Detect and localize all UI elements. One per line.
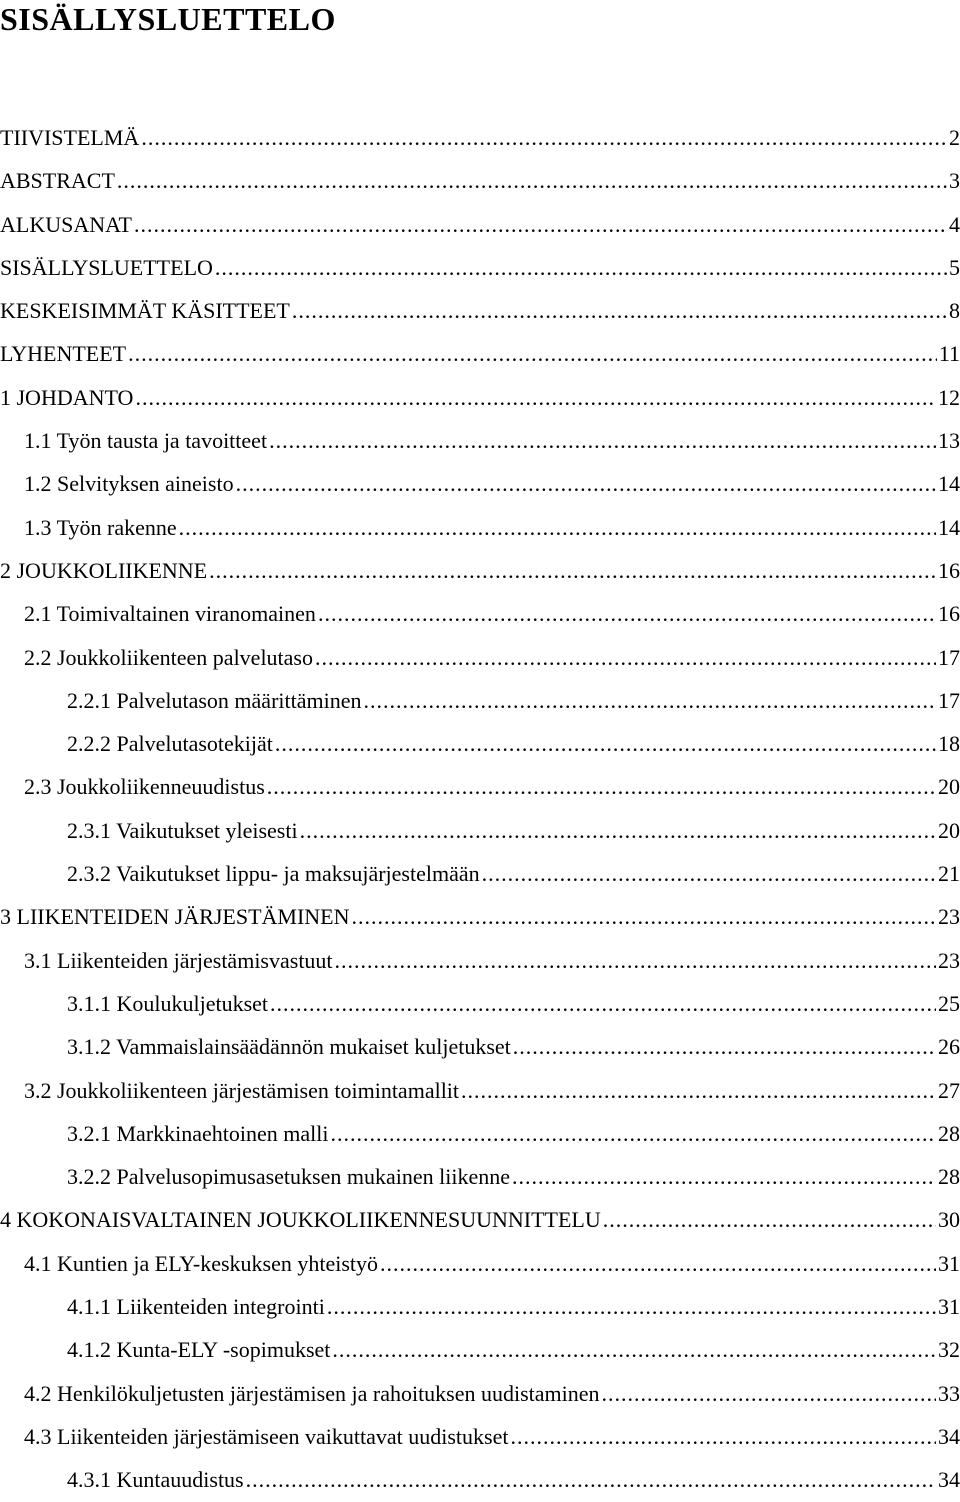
- toc-entry-title: TIIVISTELMÄ: [0, 125, 140, 150]
- toc-entry-title: 2.3.1 Vaikutukset yleisesti: [67, 817, 298, 843]
- toc-entry-page-number: 12: [938, 384, 960, 410]
- toc-entry-title: 2.1 Toimivaltainen viranomainen: [24, 601, 316, 627]
- toc-entry-page-number: 21: [938, 861, 960, 887]
- toc-entry[interactable]: [0, 1069, 960, 1112]
- toc-entry-page-number: 26: [938, 1034, 960, 1060]
- dot-leader: [134, 203, 947, 246]
- toc-entry-title: ALKUSANAT: [0, 211, 132, 237]
- toc-entry[interactable]: [0, 203, 960, 246]
- toc-entry-title: LYHENTEET: [0, 341, 127, 367]
- toc-entry[interactable]: [0, 1155, 960, 1198]
- toc-entry-page-number: 27: [938, 1077, 960, 1103]
- toc-entry-page-number: 28: [938, 1120, 960, 1146]
- toc-entry-page-number: 16: [938, 557, 960, 583]
- toc-entry[interactable]: [0, 506, 960, 549]
- toc-entry-title: SISÄLLYSLUETTELO: [0, 254, 213, 280]
- dot-leader: [135, 376, 936, 419]
- dot-leader: [380, 1242, 936, 1285]
- toc-entry[interactable]: [0, 1415, 960, 1458]
- toc-entry-page-number: 25: [938, 990, 960, 1016]
- toc-entry[interactable]: [0, 1242, 960, 1285]
- toc-entry-page-number: 31: [938, 1250, 960, 1276]
- toc-entry-title: 2.2 Joukkoliikenteen palvelutaso: [24, 644, 313, 670]
- toc-entry-title: 3.1.1 Koulukuljetukset: [67, 990, 269, 1016]
- toc-entry[interactable]: [0, 636, 960, 679]
- dot-leader: [352, 895, 936, 938]
- toc-entry-title: 1 JOHDANTO: [0, 384, 134, 410]
- toc-entry[interactable]: [0, 1372, 960, 1415]
- toc-entry-title: 3.1.2 Vammaislainsäädännön mukaiset kuljetukset: [67, 1034, 511, 1060]
- dot-leader: [292, 289, 947, 332]
- toc-entry-title: 4.1 Kuntien ja ELY-keskuksen yhteistyö: [24, 1250, 379, 1276]
- toc-entry-page-number: 16: [938, 601, 960, 627]
- toc-entry[interactable]: [0, 679, 960, 722]
- toc-entry-title: 4.1.1 Liikenteiden integrointi: [67, 1294, 325, 1320]
- toc-entry-page-number: 14: [938, 471, 960, 497]
- toc-entry-page-number: 8: [949, 298, 960, 324]
- toc-entry-page-number: 32: [938, 1337, 960, 1363]
- toc-entry[interactable]: [0, 939, 960, 982]
- toc-entry-page-number: 23: [938, 947, 960, 973]
- toc-entry-title: 3.2.1 Markkinaehtoinen malli: [67, 1120, 329, 1146]
- toc-entry-page-number: 18: [938, 731, 960, 757]
- toc-entry[interactable]: [0, 549, 960, 592]
- toc-entry[interactable]: [0, 895, 960, 938]
- toc-entry[interactable]: [0, 419, 960, 462]
- dot-leader: [270, 982, 936, 1025]
- toc-entry-page-number: 34: [938, 1423, 960, 1449]
- toc-entry[interactable]: [0, 116, 960, 159]
- table-of-contents: [0, 116, 960, 1502]
- toc-entry-page-number: 34: [938, 1467, 960, 1493]
- toc-entry-page-number: 4: [949, 211, 960, 237]
- toc-entry[interactable]: [0, 982, 960, 1025]
- toc-entry-title: 4.3.1 Kuntauudistus: [67, 1467, 244, 1493]
- toc-entry[interactable]: [0, 462, 960, 505]
- toc-entry-title: 3.1 Liikenteiden järjestämisvastuut: [24, 947, 333, 973]
- dot-leader: [513, 1025, 936, 1068]
- dot-leader: [512, 1155, 936, 1198]
- dot-leader: [236, 462, 936, 505]
- toc-entry-page-number: 2: [949, 125, 960, 150]
- toc-entry-page-number: 23: [938, 904, 960, 930]
- toc-entry[interactable]: [0, 1328, 960, 1371]
- toc-entry-page-number: 13: [938, 428, 960, 454]
- page-title: SISÄLLYSLUETTELO: [0, 1, 336, 37]
- toc-entry[interactable]: [0, 765, 960, 808]
- toc-entry-page-number: 11: [938, 341, 960, 367]
- dot-leader: [315, 636, 936, 679]
- toc-entry[interactable]: [0, 289, 960, 332]
- dot-leader: [335, 939, 936, 982]
- toc-entry-page-number: 20: [938, 817, 960, 843]
- dot-leader: [246, 1458, 936, 1501]
- toc-entry-title: 1.1 Työn tausta ja tavoitteet: [24, 428, 268, 454]
- toc-entry-title: 4.2 Henkilökuljetusten järjestämisen ja rahoituksen uudistaminen: [24, 1380, 600, 1406]
- toc-entry-title: 1.2 Selvityksen aineisto: [24, 471, 234, 497]
- toc-entry-title: 2.3.2 Vaikutukset lippu- ja maksujärjestelmään: [67, 861, 480, 887]
- toc-entry-title: 4 KOKONAISVALTAINEN JOUKKOLIIKENNESUUNNITTELU: [0, 1207, 601, 1233]
- toc-entry[interactable]: [0, 809, 960, 852]
- toc-entry-page-number: 17: [938, 687, 960, 713]
- toc-entry-page-number: 28: [938, 1164, 960, 1190]
- toc-entry-title: 3.2.2 Palvelusopimusasetuksen mukainen liikenne: [67, 1164, 510, 1190]
- dot-leader: [300, 809, 936, 852]
- toc-entry[interactable]: [0, 1025, 960, 1068]
- toc-entry-page-number: 5: [949, 254, 960, 280]
- dot-leader: [117, 159, 947, 202]
- toc-entry-title: 4.1.2 Kunta-ELY -sopimukset: [67, 1337, 331, 1363]
- toc-entry-page-number: 33: [938, 1380, 960, 1406]
- toc-entry[interactable]: [0, 246, 960, 289]
- toc-entry-title: 2.2.2 Palvelutasotekijät: [67, 731, 273, 757]
- toc-entry[interactable]: [0, 722, 960, 765]
- dot-leader: [128, 332, 937, 375]
- dot-leader: [179, 506, 936, 549]
- dot-leader: [364, 679, 937, 722]
- toc-entry[interactable]: [0, 376, 960, 419]
- toc-entry-title: 3 LIIKENTEIDEN JÄRJESTÄMINEN: [0, 904, 350, 930]
- toc-entry-title: 2.2.1 Palvelutason määrittäminen: [67, 687, 362, 713]
- dot-leader: [482, 852, 936, 895]
- toc-entry-page-number: 14: [938, 514, 960, 540]
- toc-entry-page-number: 31: [938, 1294, 960, 1320]
- toc-entry[interactable]: [0, 1198, 960, 1241]
- toc-entry-title: 3.2 Joukkoliikenteen järjestämisen toimintamallit: [24, 1077, 460, 1103]
- toc-entry[interactable]: [0, 1112, 960, 1155]
- dot-leader: [332, 1328, 936, 1371]
- toc-entry[interactable]: [0, 332, 960, 375]
- toc-entry-title: 1.3 Työn rakenne: [24, 514, 177, 540]
- toc-entry[interactable]: [0, 1458, 960, 1501]
- dot-leader: [602, 1372, 936, 1415]
- toc-entry-page-number: 20: [938, 774, 960, 800]
- dot-leader: [331, 1112, 937, 1155]
- toc-entry-title: 2 JOUKKOLIIKENNE: [0, 557, 208, 583]
- dot-leader: [215, 246, 947, 289]
- dot-leader: [510, 1415, 936, 1458]
- dot-leader: [318, 592, 936, 635]
- dot-leader: [141, 116, 947, 159]
- dot-leader: [327, 1285, 936, 1328]
- dot-leader: [603, 1198, 936, 1241]
- dot-leader: [267, 765, 936, 808]
- dot-leader: [275, 722, 936, 765]
- toc-entry-title: 4.3 Liikenteiden järjestämiseen vaikuttavat uudistukset: [24, 1423, 509, 1449]
- toc-entry[interactable]: [0, 159, 960, 202]
- dot-leader: [209, 549, 936, 592]
- toc-entry[interactable]: [0, 592, 960, 635]
- toc-entry-title: 2.3 Joukkoliikenneuudistus: [24, 774, 265, 800]
- toc-entry-page-number: 3: [949, 168, 960, 194]
- toc-entry-page-number: 30: [938, 1207, 960, 1233]
- toc-entry-title: KESKEISIMMÄT KÄSITTEET: [0, 298, 290, 324]
- dot-leader: [461, 1069, 936, 1112]
- dot-leader: [269, 419, 936, 462]
- toc-entry[interactable]: [0, 852, 960, 895]
- toc-entry-page-number: 17: [938, 644, 960, 670]
- toc-entry-title: ABSTRACT: [0, 168, 115, 194]
- toc-entry[interactable]: [0, 1285, 960, 1328]
